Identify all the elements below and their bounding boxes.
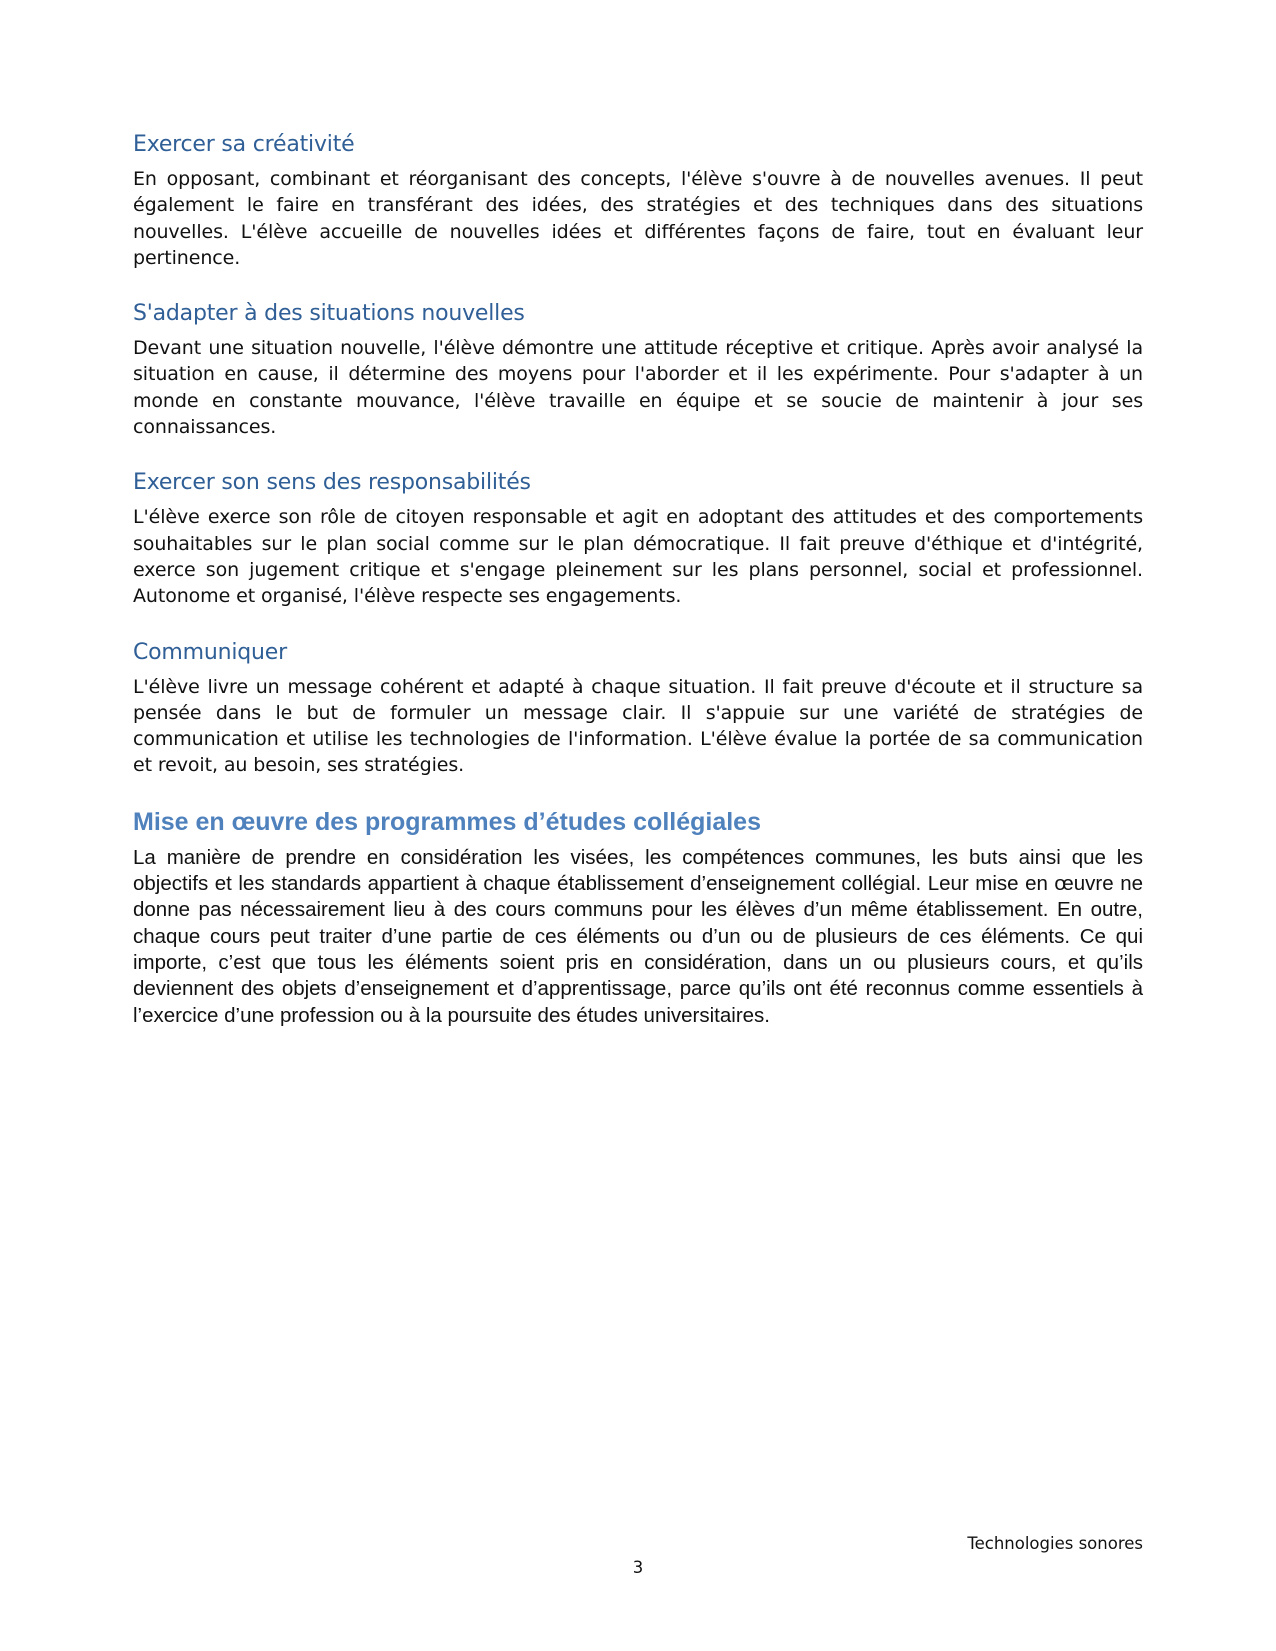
section-creativite — [133, 130, 1143, 271]
document-page — [133, 130, 1143, 1029]
section-title: S'adapter à des situations nouvelles — [133, 301, 525, 327]
section-paragraph: L'élève livre un message cohérent et adapté à chaque situation. Il fait preuve d'écoute et il structure sa pensée dans le but de formuler un message clair. Il s'appuie sur une variété de stratégies de communication et utilise les technologies de l'information. L'élève évalue la portée de sa communication et revoit, au besoin, ses stratégies. — [133, 675, 1143, 777]
section-title: Communiquer — [133, 639, 287, 665]
section-paragraph: Devant une situation nouvelle, l'élève démontre une attitude réceptive et critique. Après avoir analysé la situation en cause, il détermine des moyens pour l'aborder et il les expérimente. Pour s'adapter à un monde en constante mouvance, l'élève travaille en équipe et se soucie de maintenir à jour ses connaissances. — [133, 337, 1143, 439]
section-paragraph: En opposant, combinant et réorganisant des concepts, l'élève s'ouvre à de nouvelles avenues. Il peut également le faire en transférant des idées, des stratégies et des techniques dans des situations nouvelles. L'élève accueille de nouvelles idées et différentes façons de faire, tout en évaluant leur pertinence. — [133, 168, 1143, 269]
section-mise-en-oeuvre — [133, 807, 1143, 1029]
section-title: Exercer sa créativité — [133, 132, 355, 157]
footer-document-title: Technologies sonores — [967, 1534, 1143, 1553]
main-heading: Mise en œuvre des programmes d’études collégiales — [133, 807, 761, 836]
section-title: Exercer son sens des responsabilités — [133, 470, 531, 496]
section-adapter — [133, 299, 1143, 440]
main-paragraph: La manière de prendre en considération les visées, les compétences communes, les buts ainsi que les objectifs et les standards appartient à chaque établissement d’enseignement collégial. Leur mise en œuvre ne donne pas nécessairement lieu à des cours communs pour les élèves d’un même établissement. En outre, chaque cours peut traiter d’une partie de ces éléments ou d’un ou de plusieurs de ces éléments. Ce qui importe, c’est que tous les éléments soient pris en considération, dans un ou plusieurs cours, et qu’ils deviennent des objets d’enseignement et d’apprentissage, parce qu’ils ont été reconnus comme essentiels à l’exercice d’une profession ou à la poursuite des études universitaires. — [133, 845, 1143, 1027]
section-paragraph: L'élève exerce son rôle de citoyen responsable et agit en adoptant des attitudes et des comportements souhaitables sur le plan social comme sur le plan démocratique. Il fait preuve d'éthique et d'intégrité, exerce son jugement critique et s'engage pleinement sur les plans personnel, social et professionnel. Autonome et organisé, l'élève respecte ses engagements. — [133, 506, 1143, 608]
section-communiquer — [133, 638, 1143, 779]
section-responsabilites — [133, 468, 1143, 609]
page-number: 3 — [632, 1558, 644, 1577]
